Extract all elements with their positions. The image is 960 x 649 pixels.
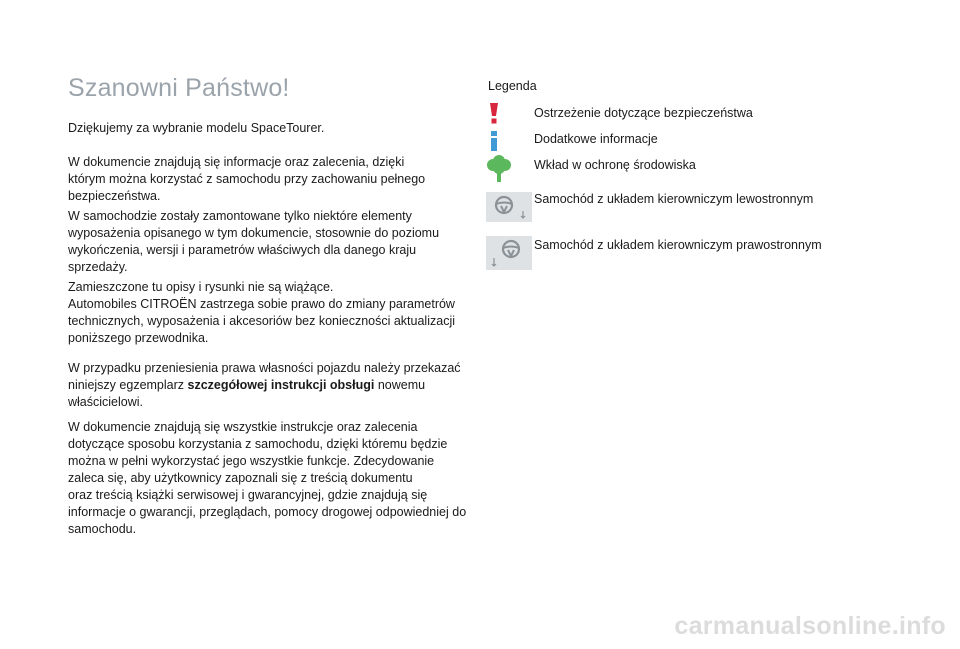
paragraph-line: Dziękujemy za wybranie modelu SpaceTourer. (68, 121, 325, 135)
instructions-paragraph (68, 419, 468, 538)
paragraph-line: nowemu (374, 378, 426, 392)
equipment-paragraph (68, 208, 468, 276)
paragraph-line: wykończenia, wersji i parametrów właściwych dla danego kraju (68, 243, 417, 257)
paragraph-line: właścicielowi. (68, 395, 144, 409)
paragraph-line: niniejszy egzemplarz (68, 378, 188, 392)
ownership-paragraph (68, 360, 468, 411)
paragraph-line: informacje o gwarancji, przeglądach, pomocy drogowej odpowiedniej do (68, 505, 467, 519)
paragraph-line: W dokumencie znajdują się informacje oraz zalecenia, dzięki (68, 155, 405, 169)
paragraph-line: samochodu. (68, 522, 137, 536)
intro-paragraph (68, 120, 468, 137)
left-hand-drive-icon (486, 192, 532, 222)
environment-tree-icon (486, 155, 512, 183)
paragraph-line: zaleca się, aby użytkownicy zapoznali się z treścią dokumentu (68, 471, 413, 485)
info-icon (487, 130, 501, 152)
legend-title: Legenda (488, 79, 537, 93)
legend-label: Dodatkowe informacje (534, 132, 658, 146)
watermark: carmanualsonline.info (674, 612, 946, 640)
paragraph-line: którym można korzystać z samochodu przy zachowaniu pełnego (68, 172, 426, 186)
paragraph-line: W samochodzie zostały zamontowane tylko niektóre elementy (68, 209, 412, 223)
manual-emphasis: szczegółowej instrukcji obsługi (187, 378, 375, 392)
paragraph-line: wyposażenia opisanego w tym dokumencie, stosownie do poziomu (68, 226, 440, 240)
paragraph-line: W dokumencie znajdują się wszystkie instrukcje oraz zalecenia (68, 420, 418, 434)
legend-item-right-hand-drive (486, 236, 532, 270)
legend-label: Ostrzeżenie dotyczące bezpieczeństwa (534, 106, 753, 120)
page-title: Szanowni Państwo! (68, 74, 290, 102)
paragraph-line: można w pełni wykorzystać jego wszystkie funkcje. Zdecydowanie (68, 454, 435, 468)
information-paragraph (68, 154, 468, 205)
paragraph-line: sprzedaży. (68, 260, 128, 274)
paragraph-line: Automobiles CITROËN zastrzega sobie prawo do zmiany parametrów (68, 297, 455, 311)
disclaimer-paragraph (68, 279, 468, 347)
paragraph-line: poniższego przewodnika. (68, 331, 209, 345)
legend-item-warning (486, 102, 526, 126)
paragraph-line: W przypadku przeniesienia prawa własności pojazdu należy przekazać (68, 361, 461, 375)
paragraph-line: oraz treścią książki serwisowej i gwarancyjnej, gdzie znajdują się (68, 488, 428, 502)
paragraph-line: Zamieszczone tu opisy i rysunki nie są wiążące. (68, 280, 334, 294)
paragraph-line: technicznych, wyposażenia i akcesoriów bez konieczności aktualizacji (68, 314, 455, 328)
legend-label: Samochód z układem kierowniczym lewostronnym (534, 192, 814, 206)
legend-label: Samochód z układem kierowniczym prawostronnym (534, 238, 822, 252)
right-hand-drive-icon (486, 236, 532, 270)
legend-item-info (486, 130, 526, 154)
legend-label: Wkład w ochronę środowiska (534, 158, 696, 172)
paragraph-line: dotyczące sposobu korzystania z samochodu, dzięki któremu będzie (68, 437, 448, 451)
legend-item-environment (486, 155, 526, 185)
legend-item-left-hand-drive (486, 192, 532, 222)
warning-exclamation-icon (487, 102, 501, 124)
paragraph-line: bezpieczeństwa. (68, 189, 161, 203)
